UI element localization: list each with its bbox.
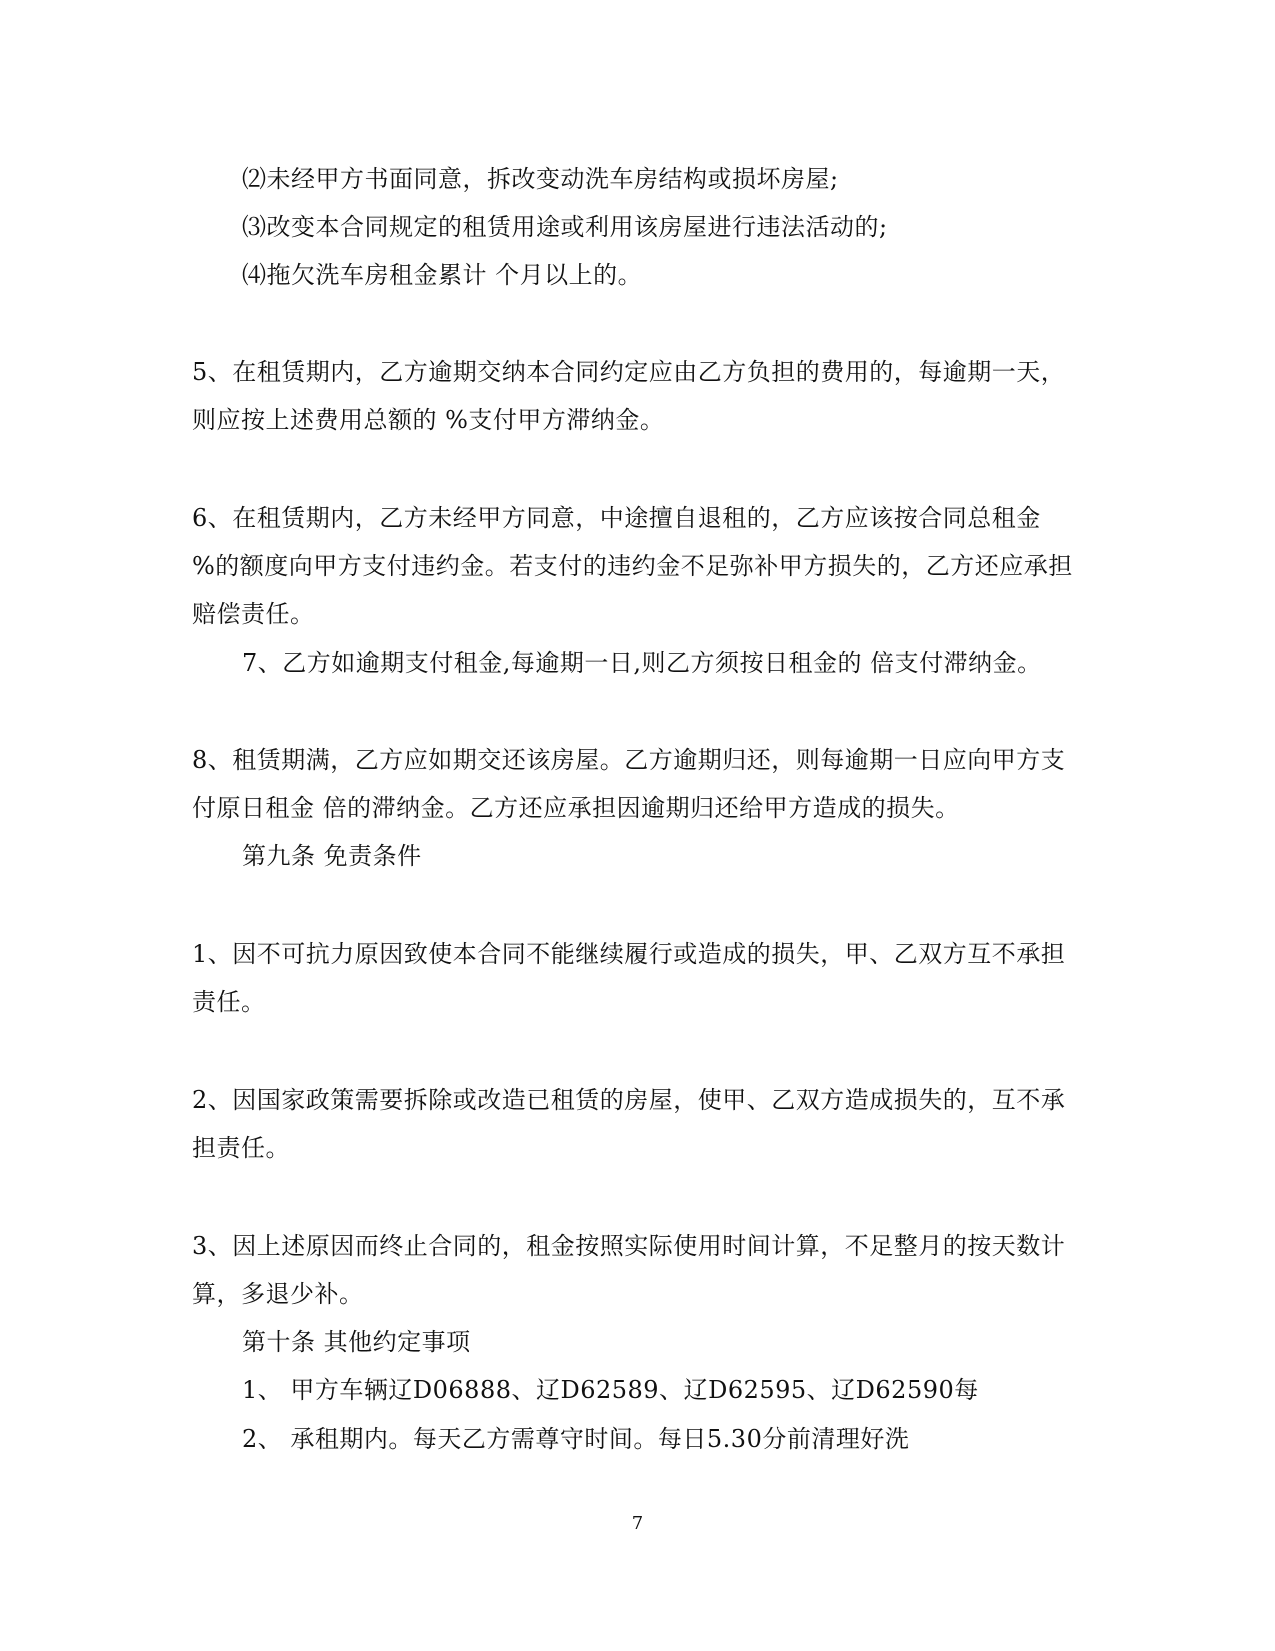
clause-item-2: ⑵未经甲方书面同意，拆改变动洗车房结构或损坏房屋; [242,165,839,193]
article-9-item-2-line-1: 2、因国家政策需要拆除或改造已租赁的房屋，使甲、乙双方造成损失的，互不承 [192,1086,1066,1114]
article-9-item-3-line-2: 算，多退少补。 [192,1280,364,1308]
article-10-item-1: 1、 甲方车辆辽D06888、辽D62589、辽D62595、辽D62590每 [242,1376,979,1404]
page-number: 7 [631,1513,644,1534]
article-9-item-1-line-2: 责任。 [192,988,266,1016]
article-10-item-2: 2、 承租期内。每天乙方需尊守时间。每日5.30分前清理好洗 [242,1425,910,1453]
clause-item-4: ⑷拖欠洗车房租金累计 个月以上的。 [242,261,643,289]
article-9-item-2-line-2: 担责任。 [192,1134,290,1162]
article-9-heading: 第九条 免责条件 [242,842,422,870]
clause-6-line-2: %的额度向甲方支付违约金。若支付的违约金不足弥补甲方损失的，乙方还应承担 [192,552,1073,580]
article-9-item-1-line-1: 1、因不可抗力原因致使本合同不能继续履行或造成的损失，甲、乙双方互不承担 [192,940,1066,968]
clause-8-line-1: 8、租赁期满，乙方应如期交还该房屋。乙方逾期归还，则每逾期一日应向甲方支 [192,746,1066,774]
clause-6-line-3: 赔偿责任。 [192,600,315,628]
clause-7: 7、乙方如逾期支付租金,每逾期一日,则乙方须按日租金的 倍支付滞纳金。 [242,649,1042,677]
clause-item-3: ⑶改变本合同规定的租赁用途或利用该房屋进行违法活动的; [242,213,888,241]
article-10-heading: 第十条 其他约定事项 [242,1328,471,1356]
clause-5-line-2: 则应按上述费用总额的 %支付甲方滞纳金。 [192,406,665,434]
clause-6-line-1: 6、在租赁期内，乙方未经甲方同意，中途擅自退租的，乙方应该按合同总租金 [192,504,1041,532]
clause-5-line-1: 5、在租赁期内，乙方逾期交纳本合同约定应由乙方负担的费用的，每逾期一天， [192,358,1066,386]
clause-8-line-2: 付原日租金 倍的滞纳金。乙方还应承担因逾期归还给甲方造成的损失。 [192,794,960,822]
article-9-item-3-line-1: 3、因上述原因而终止合同的，租金按照实际使用时间计算，不足整月的按天数计 [192,1232,1066,1260]
